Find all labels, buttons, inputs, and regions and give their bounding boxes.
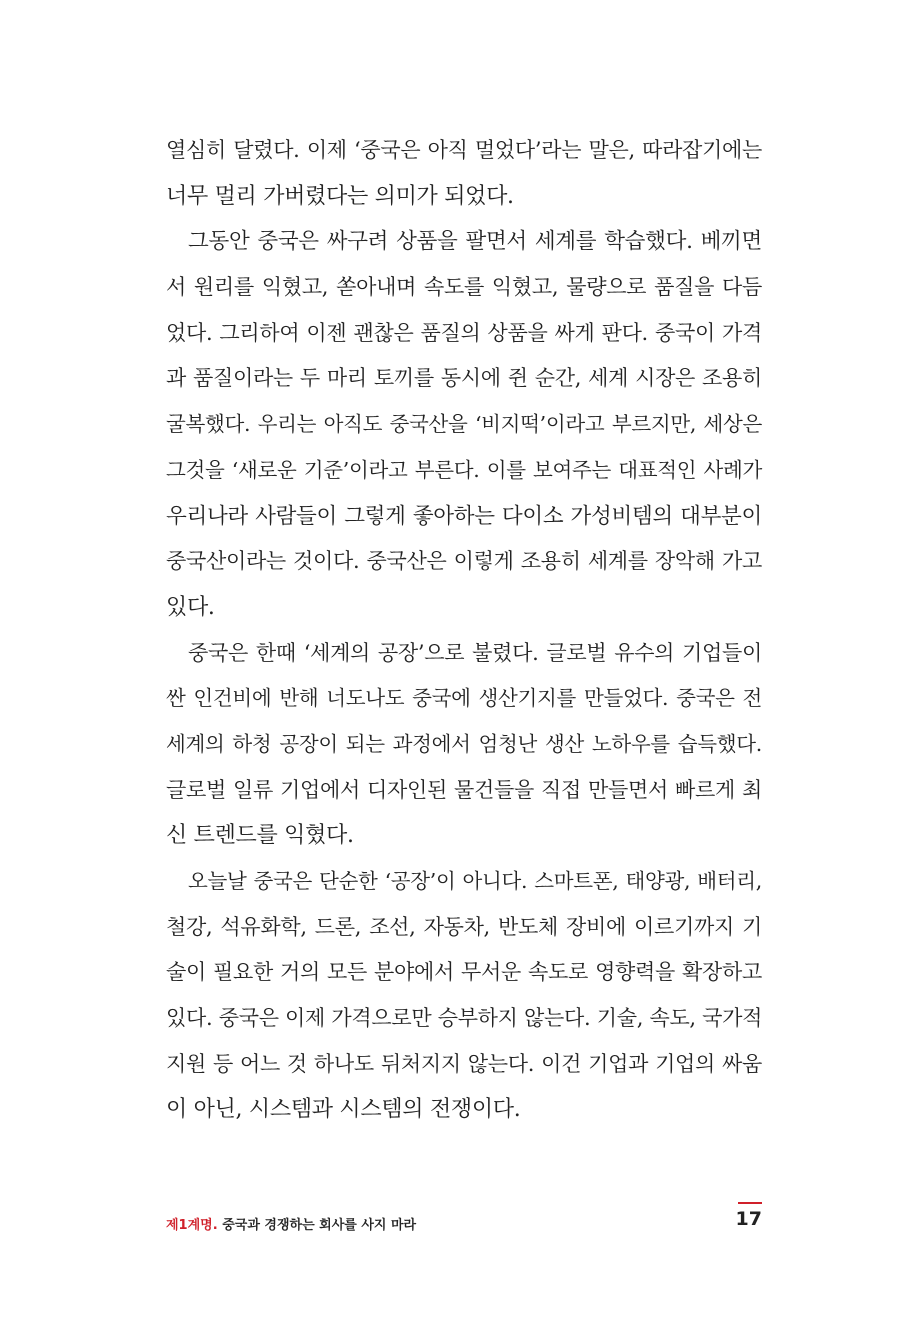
page-number-rule	[738, 1202, 762, 1204]
chapter-label: 제1계명.	[166, 1218, 218, 1233]
text-line: 세계의 하청 공장이 되는 과정에서 엄청난 생산 노하우를 습득했다.	[166, 731, 762, 756]
running-footer-title	[166, 1214, 416, 1233]
text-line: 너무 멀리 가버렸다는 의미가 되었다.	[166, 183, 514, 209]
text-line: 철강, 석유화학, 드론, 조선, 자동차, 반도체 장비에 이르기까지 기	[166, 914, 762, 939]
text-line: 싼 인건비에 반해 너도나도 중국에 생산기지를 만들었다. 중국은 전	[166, 686, 762, 711]
page-number: 17	[735, 1208, 762, 1230]
chapter-title: 중국과 경쟁하는 회사를 사지 마라	[217, 1218, 417, 1233]
text-line: 서 원리를 익혔고, 쏟아내며 속도를 익혔고, 물량으로 품질을 다듬	[166, 275, 762, 300]
text-line: 있다.	[166, 594, 215, 620]
text-line: 중국산이라는 것이다. 중국산은 이렇게 조용히 세계를 장악해 가고	[166, 549, 762, 574]
text-line: 었다. 그리하여 이젠 괜찮은 품질의 상품을 싸게 판다. 중국이 가격	[166, 320, 762, 345]
text-line: 우리나라 사람들이 그렇게 좋아하는 다이소 가성비템의 대부분이	[166, 503, 762, 529]
text-line: 이 아닌, 시스템과 시스템의 전쟁이다.	[166, 1097, 521, 1123]
text-line: 신 트렌드를 익혔다.	[166, 823, 354, 849]
text-line: 그동안 중국은 싸구려 상품을 팔면서 세계를 학습했다. 베끼면	[188, 229, 762, 255]
text-line: 지원 등 어느 것 하나도 뒤처지지 않는다. 이건 기업과 기업의 싸움	[166, 1051, 762, 1076]
text-line: 글로벌 일류 기업에서 디자인된 물건들을 직접 만들면서 빠르게 최	[166, 777, 762, 802]
text-line: 술이 필요한 거의 모든 분야에서 무서운 속도로 영향력을 확장하고	[166, 960, 762, 985]
text-line: 과 품질이라는 두 마리 토끼를 동시에 쥔 순간, 세계 시장은 조용히	[166, 366, 762, 391]
text-line: 그것을 ‘새로운 기준’이라고 부른다. 이를 보여주는 대표적인 사례가	[166, 457, 762, 482]
body-text	[166, 128, 762, 1133]
text-line: 중국은 한때 ‘세계의 공장’으로 불렸다. 글로벌 유수의 기업들이	[188, 640, 762, 665]
text-line: 오늘날 중국은 단순한 ‘공장’이 아니다. 스마트폰, 태양광, 배터리,	[188, 869, 762, 893]
text-line: 굴복했다. 우리는 아직도 중국산을 ‘비지떡’이라고 부르지만, 세상은	[166, 412, 762, 437]
text-line: 열심히 달렸다. 이제 ‘중국은 아직 멀었다’라는 말은, 따라잡기에는	[166, 138, 762, 162]
page-footer	[166, 1208, 762, 1236]
text-line: 있다. 중국은 이제 가격으로만 승부하지 않는다. 기술, 속도, 국가적	[166, 1006, 763, 1031]
